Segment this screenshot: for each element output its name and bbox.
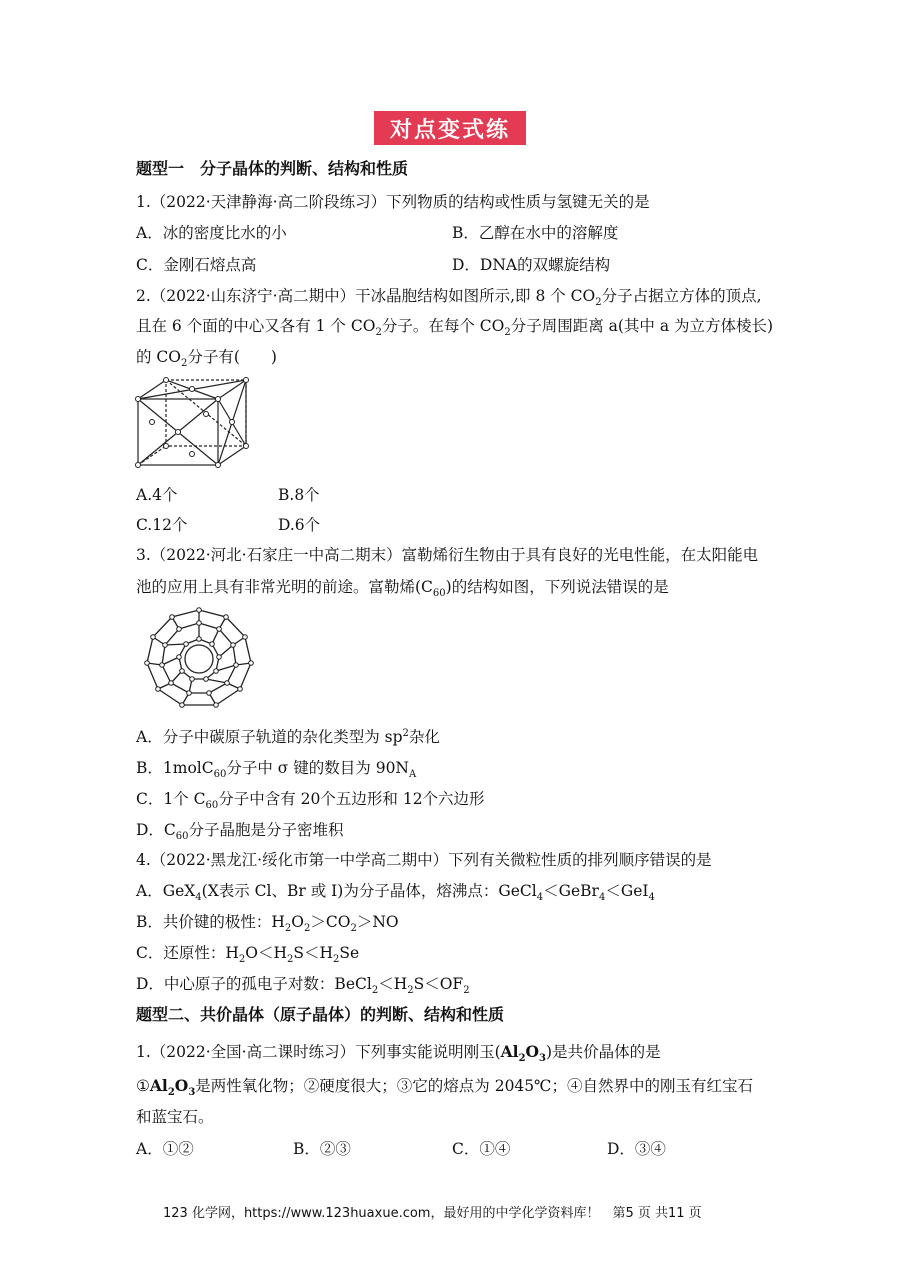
q4-option-c: C．还原性：$H_2O<H_2S<H_2Se$ (136, 944, 360, 966)
dry-ice-cell-figure (132, 374, 254, 470)
section1-heading: 题型一 分子晶体的判断、结构和性质 (136, 159, 409, 178)
q2-option-d: D.6个 (278, 516, 321, 534)
s2-q1-stem: 1.（2022·全国·高二课时练习）下列事实能说明刚玉$(Al_2O_3)$是共价晶体的是 (136, 1042, 661, 1065)
q1-stem: 1.（2022·天津静海·高二阶段练习）下列物质的结构或性质与氢键无关的是 (136, 193, 650, 211)
q2-stem-line1: 2.（2022·山东济宁·高二期中）干冰晶胞结构如图所示,即 8 个 $CO_2$分子占据立方体的顶点, (136, 287, 762, 309)
q4-option-b: B．共价键的极性：$H_2O_2>CO_2>NO$ (136, 913, 399, 935)
page-footer: 123 化学网，https://www.123huaxue.com，最好用的中学化学资料库！ 第5 页 共11 页 (163, 1206, 702, 1221)
q3-option-b: B．1molC$_{60}$分子中 σ 键的数目为 $90N_A$ (136, 759, 417, 781)
s2-q1-option-c: C．①④ (452, 1140, 511, 1158)
s2-q1-facts-cont: 和蓝宝石。 (136, 1108, 214, 1126)
q3-stem-line2: 池的应用上具有非常光明的前途。富勒烯$(C_{60})$的结构如图，下列说法错误的是 (136, 578, 669, 600)
q1-option-b: B．乙醇在水中的溶解度 (452, 224, 619, 242)
s2-q1-option-d: D．③④ (607, 1140, 666, 1158)
q3-option-a: A．分子中碳原子轨道的杂化类型为 $sp^2$杂化 (136, 727, 440, 746)
q3-option-c: C．1个 $C_{60}$分子中含有 20个五边形和 12个六边形 (136, 790, 485, 812)
section-banner: 对点变式练 (374, 111, 526, 145)
s2-q1-option-b: B．②③ (293, 1140, 351, 1158)
q2-stem-line3: 的 $CO_2$分子有( ) (136, 348, 277, 370)
q1-option-c: C．金刚石熔点高 (136, 256, 257, 274)
q2-option-b: B.8个 (278, 486, 320, 504)
q2-stem-line2: 且在 6 个面的中心又各有 1 个 $CO_2$分子。在每个 $CO_2$分子周围距离 a(其中 a 为立方体棱长) (136, 317, 774, 339)
fullerene-c60-figure (138, 607, 260, 709)
q4-option-d: D．中心原子的孤电子对数：$BeCl_2<H_2S<OF_2$ (136, 975, 470, 997)
q1-option-a: A．冰的密度比水的小 (136, 224, 287, 242)
q2-option-a: A.4个 (136, 486, 178, 504)
s2-q1-option-a: A．①② (136, 1140, 194, 1158)
q4-stem: 4.（2022·黑龙江·绥化市第一中学高二期中）下列有关微粒性质的排列顺序错误的是 (136, 851, 712, 869)
q4-option-a: A．GeX$_4$(X表示 Cl、Br 或 I)为分子晶体，熔沸点：GeCl$_4$＜GeBr$_4$＜GeI$_4$ (136, 882, 655, 904)
q2-option-c: C.12个 (136, 516, 188, 534)
q3-stem-line1: 3.（2022·河北·石家庄一中高二期末）富勒烯衍生物由于具有良好的光电性能，在太阳能电 (136, 546, 759, 564)
section2-heading: 题型二、共价晶体（原子晶体）的判断、结构和性质 (136, 1005, 505, 1024)
q1-option-d: D．DNA的双螺旋结构 (452, 256, 611, 274)
s2-q1-facts: $①Al_2O_3$是两性氧化物；②硬度很大；③它的熔点为 2045℃；④自然界中的刚玉有红宝石 (136, 1076, 753, 1099)
q3-option-d: D．$C_{60}$分子晶胞是分子密堆积 (136, 821, 344, 843)
